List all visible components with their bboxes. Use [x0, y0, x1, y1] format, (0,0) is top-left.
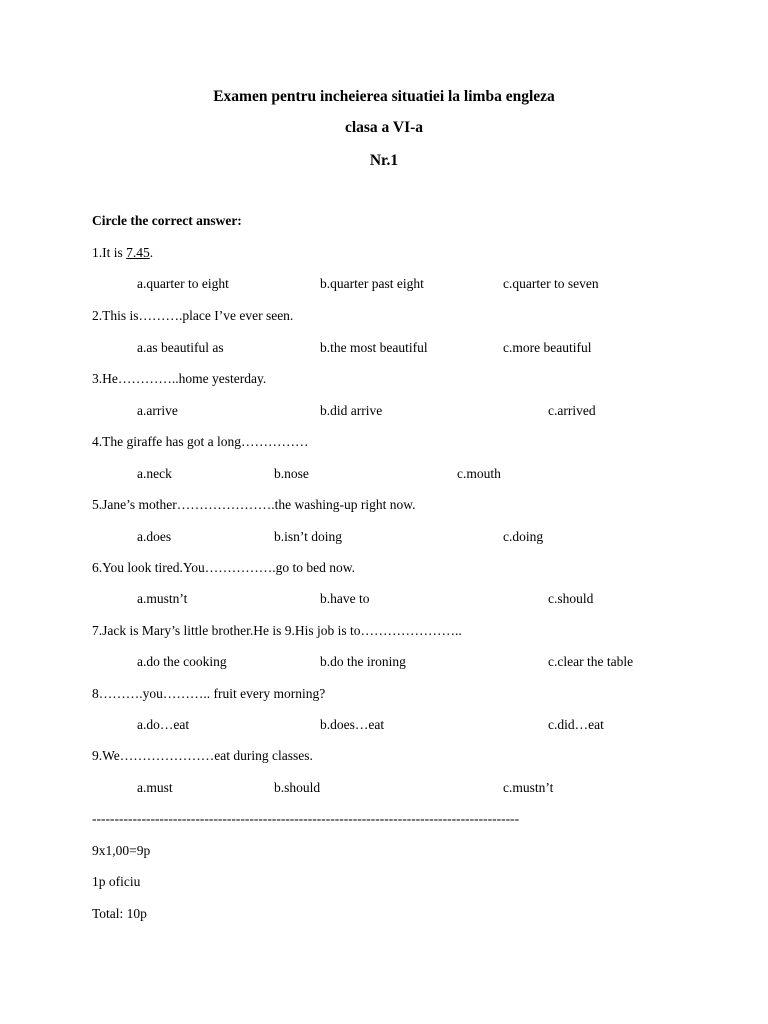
question-1-suffix: . — [149, 245, 154, 260]
question-9: 9.We…………………eat during classes. — [92, 748, 313, 763]
question-7-option-a: a.do the cooking — [137, 654, 227, 669]
instruction-text: Circle the correct answer: — [92, 213, 242, 228]
question-6-option-c: c.should — [548, 591, 594, 606]
question-1-time: 7.45 — [126, 245, 150, 260]
question-4-option-c: c.mouth — [457, 466, 501, 481]
question-6-option-a: a.mustn’t — [137, 591, 188, 606]
question-3: 3.He…………..home yesterday. — [92, 371, 267, 386]
question-8: 8……….you……….. fruit every morning? — [92, 686, 326, 701]
question-7-option-b: b.do the ironing — [320, 654, 406, 669]
question-1 — [92, 245, 153, 261]
question-8-option-a: a.do…eat — [137, 717, 190, 732]
question-7: 7.Jack is Mary’s little brother.He is 9.His job is to………………….. — [92, 623, 462, 638]
exam-number: Nr.1 — [369, 152, 399, 169]
question-1-option-a: a.quarter to eight — [137, 276, 229, 291]
question-5-option-b: b.isn’t doing — [274, 529, 343, 544]
question-4: 4.The giraffe has got a long…………… — [92, 434, 309, 449]
score-points: 9x1,00=9p — [92, 843, 151, 858]
question-8-option-c: c.did…eat — [548, 717, 604, 732]
question-4-option-a: a.neck — [137, 466, 172, 481]
score-oficiu: 1p oficiu — [92, 874, 141, 889]
question-9-option-b: b.should — [274, 780, 321, 795]
question-5-option-a: a.does — [137, 529, 172, 544]
question-6-option-b: b.have to — [320, 591, 370, 606]
question-4-option-b: b.nose — [274, 466, 309, 481]
question-1-option-c: c.quarter to seven — [503, 276, 599, 291]
question-6: 6.You look tired.You…………….go to bed now. — [92, 560, 356, 575]
question-3-option-a: a.arrive — [137, 403, 178, 418]
question-3-option-c: c.arrived — [548, 403, 596, 418]
divider-line: ----------------------------------------------------------------------------------------------- — [92, 811, 520, 826]
question-5-option-c: c.doing — [503, 529, 544, 544]
question-9-option-c: c.mustn’t — [503, 780, 554, 795]
question-7-option-c: c.clear the table — [548, 654, 634, 669]
question-8-option-b: b.does…eat — [320, 717, 385, 732]
question-2-option-a: a.as beautiful as — [137, 340, 224, 355]
score-total: Total: 10p — [92, 906, 147, 921]
question-2-option-c: c.more beautiful — [503, 340, 592, 355]
exam-title: Examen pentru incheierea situatiei la limba engleza — [213, 88, 555, 105]
exam-class: clasa a VI-a — [344, 119, 424, 136]
question-3-option-b: b.did arrive — [320, 403, 383, 418]
question-1-option-b: b.quarter past eight — [320, 276, 424, 291]
question-5: 5.Jane’s mother………………….the washing-up right now. — [92, 497, 416, 512]
question-2-option-b: b.the most beautiful — [320, 340, 428, 355]
question-2: 2.This is……….place I’ve ever seen. — [92, 308, 294, 323]
question-1-prefix: 1.It is — [92, 245, 127, 260]
question-9-option-a: a.must — [137, 780, 173, 795]
